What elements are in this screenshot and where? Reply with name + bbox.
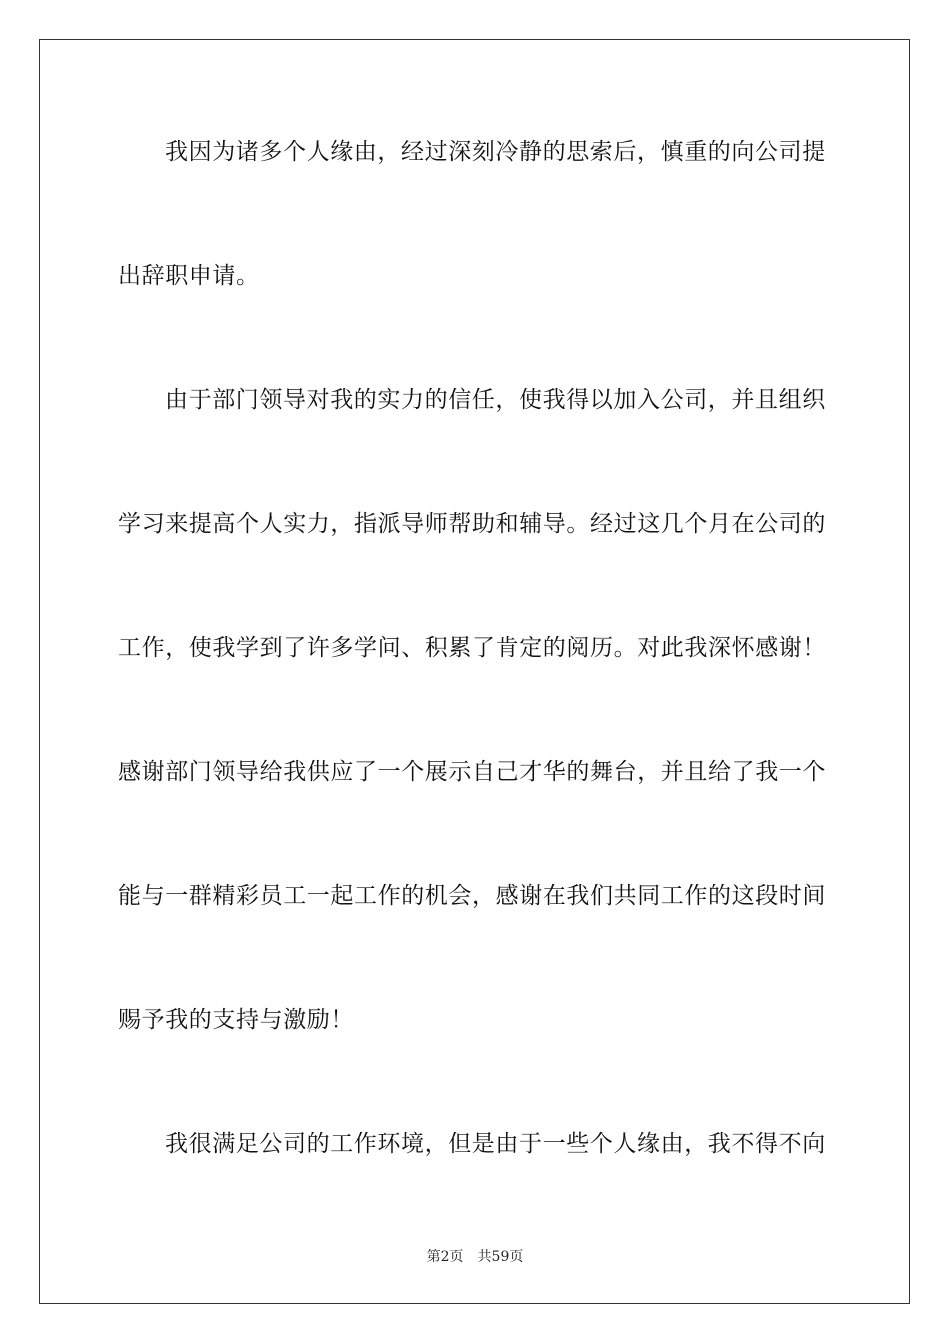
page-number: 第2页: [426, 1249, 464, 1265]
paragraph-2-line-2: 学习来提高个人实力，指派导师帮助和辅导。经过这几个月在公司的: [118, 511, 826, 537]
paragraph-1-line-2: 出辞职申请。: [118, 263, 260, 289]
paragraph-2-line-4: 感谢部门领导给我供应了一个展示自己才华的舞台，并且给了我一个: [118, 759, 826, 785]
paragraph-3-line-1: 我很满足公司的工作环境，但是由于一些个人缘由，我不得不向: [165, 1131, 826, 1157]
paragraph-2-line-1: 由于部门领导对我的实力的信任，使我得以加入公司，并且组织: [165, 387, 826, 413]
paragraph-2-line-6: 赐予我的支持与激励！: [118, 1007, 354, 1033]
paragraph-2-line-3: 工作，使我学到了许多学问、积累了肯定的阅历。对此我深怀感谢！: [118, 635, 826, 661]
page-total: 共59页: [477, 1249, 524, 1265]
paragraph-1-line-1: 我因为诸多个人缘由，经过深刻冷静的思索后，慎重的向公司提: [165, 139, 826, 165]
page-footer: [0, 1248, 950, 1266]
page-border: [39, 39, 910, 1304]
paragraph-2-line-5: 能与一群精彩员工一起工作的机会，感谢在我们共同工作的这段时间: [118, 883, 826, 909]
